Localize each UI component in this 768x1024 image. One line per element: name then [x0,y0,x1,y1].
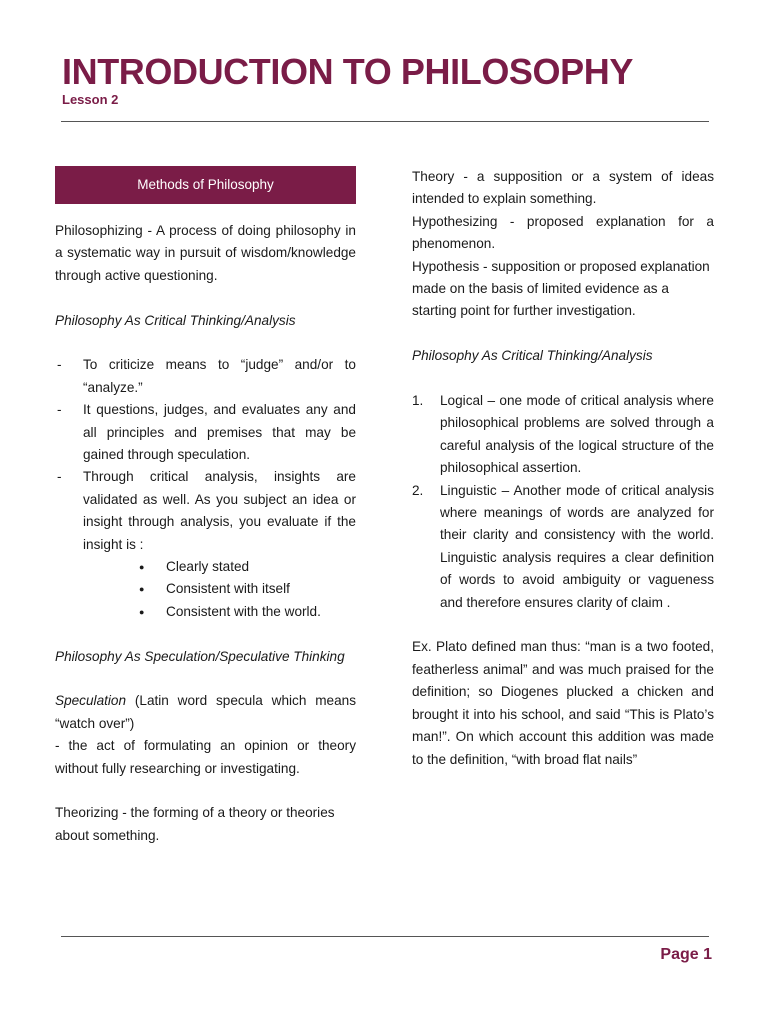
speculation-definition [55,690,356,735]
header-divider [61,121,709,122]
list-item: - It questions, judges, and evaluates any and all principles and premises that may be gained through speculation. [55,399,356,466]
right-column [412,166,714,771]
list-item-text: Through critical analysis, insights are validated as well. As you subject an idea or insight through analysis, you evaluate if the insight is : [83,469,356,552]
analysis-modes-list [412,390,714,614]
list-number: 2. [412,482,424,498]
list-item [412,480,714,614]
insight-criteria-list [83,556,356,623]
critical-thinking-heading: Philosophy As Critical Thinking/Analysis [412,348,653,364]
list-item: - To criticize means to “judge” and/or to “analyze.” [55,354,356,399]
speculation-term: Speculation [55,693,127,709]
list-item [412,390,714,480]
footer-divider [61,936,709,937]
theory-definition: Theory - a supposition or a system of ideas intended to explain something. [412,169,714,207]
hypothesizing-definition: Hypothesizing - proposed explanation for a phenomenon. [412,213,714,252]
section-banner: Methods of Philosophy [55,166,356,204]
left-column [55,166,356,847]
list-item-text: Logical – one mode of critical analysis where philosophical problems are solved through a careful analysis of the logical structure of the philosophical assertion. [440,393,714,476]
list-item: ● Consistent with itself [83,578,356,600]
list-item: ● Clearly stated [83,556,356,578]
list-item [55,466,356,623]
page-number: Page 1 [660,946,712,963]
page-title: INTRODUCTION TO PHILOSOPHY [62,51,633,92]
list-item: ● Consistent with the world. [83,601,356,623]
speculation-etymology: (Latin word specula which means “watch over”) [55,693,356,731]
hypothesis-definition: Hypothesis - supposition or proposed explanation made on the basis of limited evidence as a starting point for further investigation. [412,258,710,319]
lesson-label: Lesson 2 [62,92,119,107]
list-number: 1. [412,393,424,409]
list-item-text: Linguistic – Another mode of critical analysis where meanings of words are analyzed for their clarity and consistency with the world. Linguistic analysis requires a clear definition of words to avoid ambiguity or vagueness and therefore ensures clarity of claim . [440,482,714,610]
philosophizing-definition: Philosophizing - A process of doing philosophy in a systematic way in pursuit of wisdom/knowledge through active questioning. [55,223,356,283]
plato-example: Ex. Plato defined man thus: “man is a two footed, featherless animal” and was much praised for the definition; so Diogenes plucked a chicken and brought it into his school, and said “This is Plato’s man!”. On which account this addition was made to the definition, “with broad flat nails” [412,639,714,767]
critical-thinking-list [55,354,356,623]
speculation-heading: Philosophy As Speculation/Speculative Thinking [55,648,345,664]
speculation-meaning: - the act of formulating an opinion or theory without fully researching or investigating. [55,738,356,776]
critical-thinking-heading: Philosophy As Critical Thinking/Analysis [55,312,296,328]
theorizing-definition: Theorizing - the forming of a theory or theories about something. [55,805,335,843]
